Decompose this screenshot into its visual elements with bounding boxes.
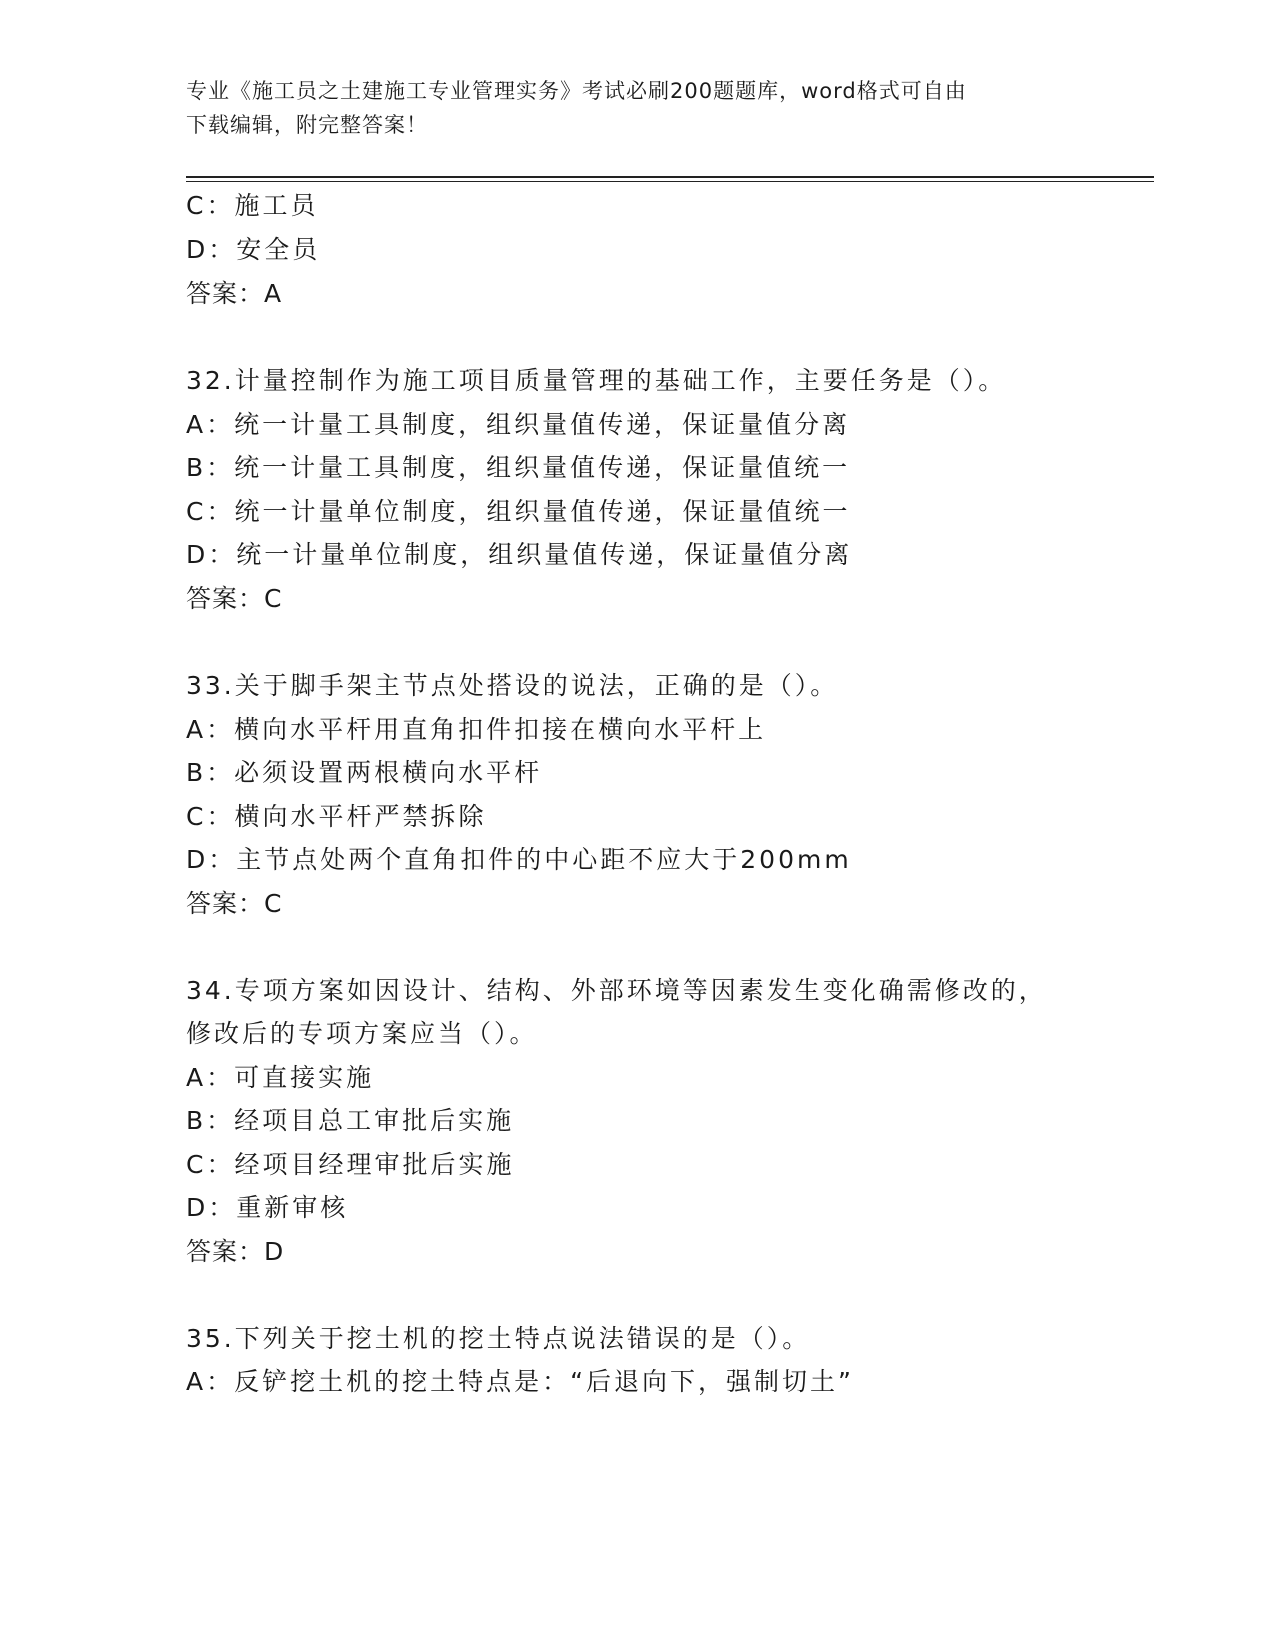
question-34-option-d: D：重新审核 <box>186 1193 349 1222</box>
question-32-stem: 32.计量控制作为施工项目质量管理的基础工作，主要任务是（）。 <box>186 366 1007 395</box>
question-32-option-d: D：统一计量单位制度，组织量值传递，保证量值分离 <box>186 540 853 569</box>
question-34-option-a: A：可直接实施 <box>186 1063 375 1092</box>
header-line-1: 专业《施工员之土建施工专业管理实务》考试必刷200题题库，word格式可自由 <box>186 79 967 103</box>
question-34-answer: 答案：D <box>186 1237 285 1266</box>
question-34-stem-line-2: 修改后的专项方案应当（）。 <box>186 1019 538 1048</box>
header-divider <box>186 176 1154 178</box>
prev-option-c: C：施工员 <box>186 191 319 220</box>
question-33-option-b: B：必须设置两根横向水平杆 <box>186 758 543 787</box>
question-33-option-a: A：横向水平杆用直角扣件扣接在横向水平杆上 <box>186 715 767 744</box>
question-33-stem: 33.关于脚手架主节点处搭设的说法，正确的是（）。 <box>186 671 839 700</box>
question-32-option-a: A：统一计量工具制度，组织量值传递，保证量值分离 <box>186 410 851 439</box>
question-34-stem-line-1: 34.专项方案如因设计、结构、外部环境等因素发生变化确需修改的， <box>186 976 1047 1005</box>
question-32-answer: 答案：C <box>186 584 283 613</box>
question-34-option-b: B：经项目总工审批后实施 <box>186 1106 515 1135</box>
question-35-option-a: A：反铲挖土机的挖土特点是：“后退向下，强制切土” <box>186 1367 855 1396</box>
question-33-answer: 答案：C <box>186 889 283 918</box>
question-33-option-c: C：横向水平杆严禁拆除 <box>186 802 487 831</box>
question-34-option-c: C：经项目经理审批后实施 <box>186 1150 515 1179</box>
question-32-option-b: B：统一计量工具制度，组织量值传递，保证量值统一 <box>186 453 851 482</box>
question-33-option-d: D：主节点处两个直角扣件的中心距不应大于200mm <box>186 845 852 874</box>
header-divider-thin <box>186 181 1154 182</box>
prev-answer: 答案：A <box>186 279 283 308</box>
page-header <box>186 74 1066 142</box>
header-line-2: 下载编辑，附完整答案！ <box>186 113 428 137</box>
question-35-stem: 35.下列关于挖土机的挖土特点说法错误的是（）。 <box>186 1324 811 1353</box>
prev-option-d: D：安全员 <box>186 235 321 264</box>
question-32-option-c: C：统一计量单位制度，组织量值传递，保证量值统一 <box>186 497 851 526</box>
